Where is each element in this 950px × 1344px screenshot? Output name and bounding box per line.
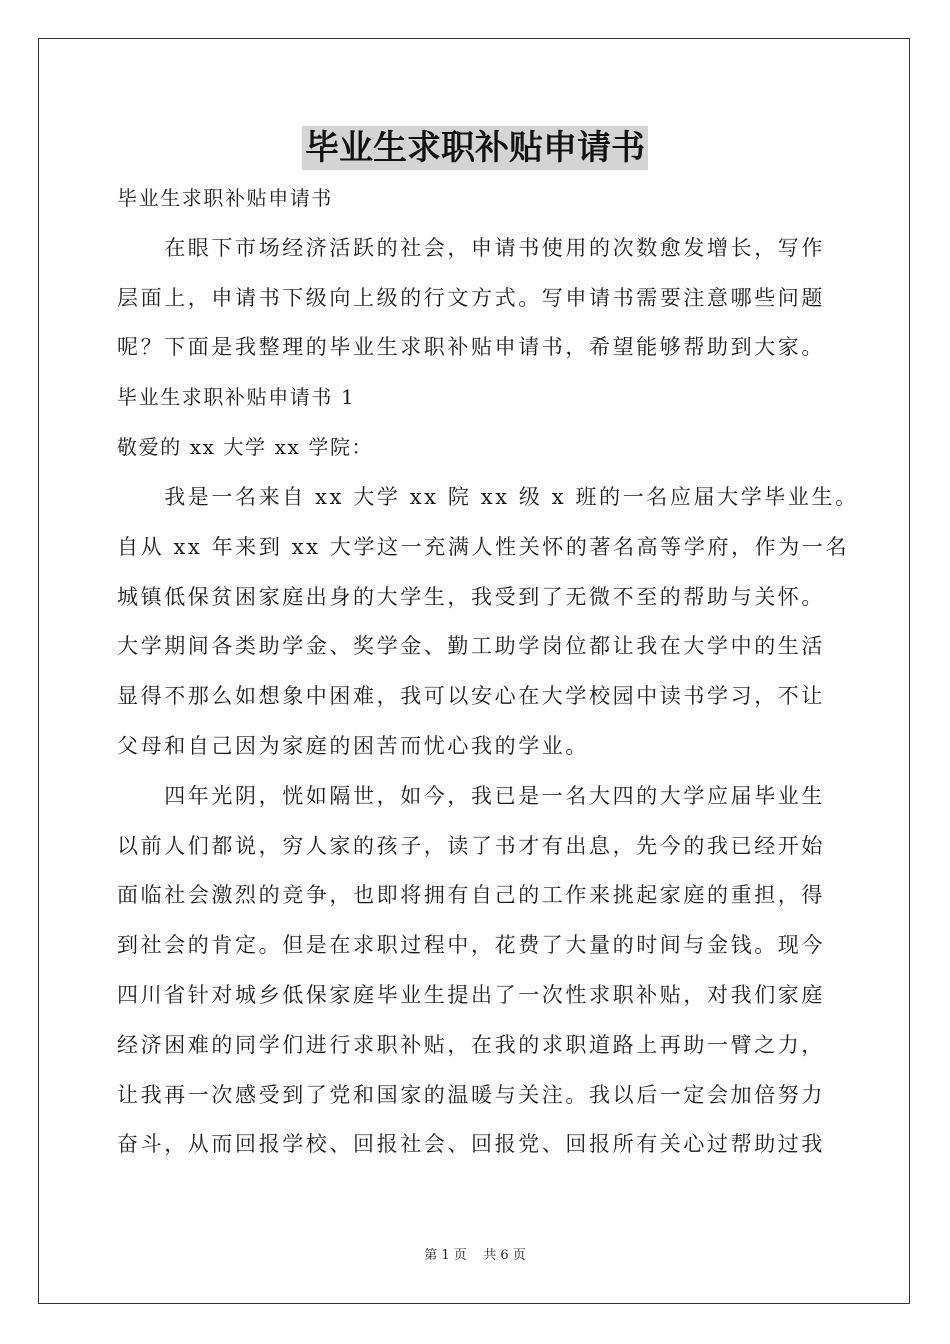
text-line: 四川省针对城乡低保家庭毕业生提出了一次性求职补贴，对我们家庭 (117, 983, 825, 1007)
document-title: 毕业生求职补贴申请书 (302, 126, 648, 170)
page-number: 第 1 页 共 6 页 (424, 1248, 526, 1263)
section-heading: 毕业生求职补贴申请书 1 (117, 385, 356, 409)
text-line: 显得不那么如想象中困难，我可以安心在大学校园中读书学习，不让 (117, 684, 825, 708)
text-line: 自从 xx 年来到 xx 大学这一充满人性关怀的著名高等学府，作为一名 (117, 535, 850, 559)
text-line: 经济困难的同学们进行求职补贴，在我的求职道路上再助一臂之力， (117, 1033, 825, 1057)
text-line: 城镇低保贫困家庭出身的大学生，我受到了无微不至的帮助与关怀。 (117, 585, 825, 609)
page-footer (0, 1247, 950, 1265)
text-line: 父母和自己因为家庭的困苦而忧心我的学业。 (117, 734, 589, 758)
text-line: 面临社会激烈的竞争，也即将拥有自己的工作来挑起家庭的重担，得 (117, 883, 825, 907)
subtitle-line: 毕业生求职补贴申请书 (117, 186, 333, 210)
text-line: 到社会的肯定。但是在求职过程中，花费了大量的时间与金钱。现今 (117, 933, 825, 957)
page-border (38, 38, 910, 1304)
salutation-line: 敬爱的 xx 大学 xx 学院： (117, 435, 374, 459)
title-wrap (0, 126, 950, 170)
text-line: 呢？下面是我整理的毕业生求职补贴申请书，希望能够帮助到大家。 (117, 335, 825, 359)
text-line: 以前人们都说，穷人家的孩子，读了书才有出息，先今的我已经开始 (117, 834, 825, 858)
text-line: 让我再一次感受到了党和国家的温暖与关注。我以后一定会加倍努力 (117, 1083, 825, 1107)
text-line: 奋斗，从而回报学校、回报社会、回报党、回报所有关心过帮助过我 (117, 1132, 825, 1156)
text-line: 层面上，申请书下级向上级的行文方式。写申请书需要注意哪些问题 (117, 286, 825, 310)
text-line: 大学期间各类助学金、奖学金、勤工助学岗位都让我在大学中的生活 (117, 634, 825, 658)
text-line: 我是一名来自 xx 大学 xx 院 xx 级 x 班的一名应届大学毕业生。 (117, 485, 859, 509)
text-line: 在眼下市场经济活跃的社会，申请书使用的次数愈发增长，写作 (117, 236, 825, 260)
text-line: 四年光阴，恍如隔世，如今，我已是一名大四的大学应届毕业生 (117, 784, 825, 808)
